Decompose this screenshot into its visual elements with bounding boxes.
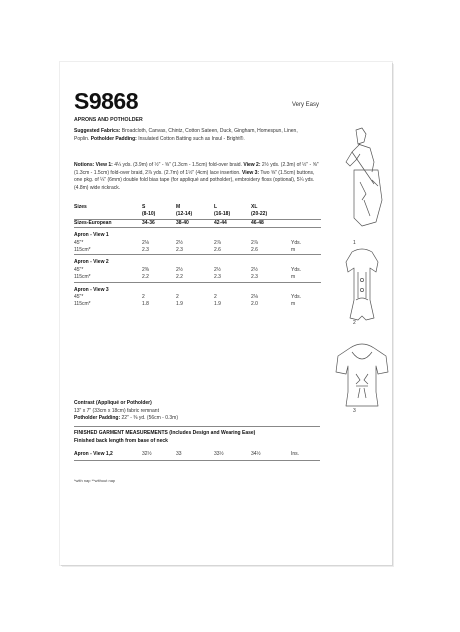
view2-sketch bbox=[346, 249, 378, 320]
size-range-cell: (8-10) bbox=[142, 211, 156, 218]
view-illustrations bbox=[316, 122, 390, 422]
value-cell: 2½ bbox=[176, 239, 183, 246]
value-cell: 2.0 bbox=[251, 301, 258, 308]
unit-cell: m bbox=[291, 274, 296, 281]
table-row bbox=[74, 274, 321, 282]
value-cell: 1.8 bbox=[142, 301, 149, 308]
value-cell: 1.9 bbox=[214, 301, 221, 308]
size-range-cell: (16-18) bbox=[214, 211, 231, 218]
size-cell: M bbox=[176, 204, 181, 210]
value-cell: 2.2 bbox=[142, 274, 149, 281]
value-cell: 2⅞ bbox=[251, 239, 258, 246]
notions-view1-text: 4¼ yds. (3.9m) of ½" - ⅝" (1.3cm - 1.5cm) fold-over braid. bbox=[114, 162, 242, 168]
sizes-label: Sizes bbox=[74, 204, 87, 210]
finished-row-label: Apron - View 1,2 bbox=[74, 450, 113, 457]
width-cell: 45"* bbox=[74, 294, 84, 301]
suggested-fabrics bbox=[74, 128, 314, 143]
finished-measurements bbox=[74, 430, 320, 445]
european-cell: 46-48 bbox=[251, 219, 291, 227]
value-cell: 2⅛ bbox=[142, 239, 149, 246]
group-title-row bbox=[74, 259, 321, 266]
value-cell: 2.6 bbox=[251, 247, 258, 254]
table-row bbox=[74, 240, 321, 247]
value-cell: 2.6 bbox=[214, 247, 221, 254]
value-cell: 2 bbox=[142, 294, 145, 301]
size-cell: S bbox=[142, 204, 146, 210]
pattern-code: S9868 bbox=[74, 88, 139, 114]
notions-view2-label: View 2: bbox=[243, 162, 261, 168]
yardage-table bbox=[74, 204, 321, 309]
european-cell: 34-36 bbox=[142, 219, 176, 227]
unit-cell: m bbox=[291, 247, 296, 254]
pattern-title: APRONS AND POTHOLDER bbox=[74, 117, 143, 123]
pattern-envelope-back bbox=[60, 62, 392, 565]
group-title: Apron - View 3 bbox=[74, 286, 109, 293]
unit-cell: Yds. bbox=[291, 266, 302, 273]
unit-cell: Yds. bbox=[291, 239, 302, 246]
value-cell: 2.3 bbox=[251, 274, 258, 281]
value-cell: 2½ bbox=[214, 266, 221, 273]
value-cell: 2 bbox=[176, 294, 179, 301]
divider bbox=[74, 426, 320, 427]
value-cell: 33 bbox=[176, 450, 182, 457]
value-cell: 2.2 bbox=[176, 274, 183, 281]
table-row bbox=[74, 450, 321, 457]
view1-label: 1 bbox=[353, 240, 356, 246]
sizes-row bbox=[74, 204, 321, 211]
width-cell: 115cm* bbox=[74, 274, 91, 281]
size-range-cell: (20-22) bbox=[251, 211, 268, 218]
contrast-padding-label: Potholder Padding: bbox=[74, 415, 121, 422]
european-row bbox=[74, 219, 321, 227]
footnote: *with nap **without nap bbox=[74, 478, 116, 483]
padding-text: Insulated Cotton Batting such as Insul - Bright®. bbox=[138, 135, 245, 142]
value-cell: 2⅛ bbox=[251, 294, 258, 301]
size-ranges-row bbox=[74, 211, 321, 219]
value-cell: 2½ bbox=[176, 266, 183, 273]
value-cell: 2½ bbox=[251, 266, 258, 273]
size-cell: L bbox=[214, 204, 218, 210]
size-range-cell: (12-14) bbox=[176, 211, 193, 218]
notions-view1-label: View 1: bbox=[95, 162, 113, 168]
width-cell: 45"* bbox=[74, 239, 84, 246]
notions-view3-label: View 3: bbox=[241, 169, 260, 176]
view3-sketch bbox=[336, 344, 388, 406]
notions-view2-text: 2½ yds. (2.3m) of ½" - ⅝" (1.3cm - 1.5cm) fold-over braid, 2⅞ yds. (2.7m) of 1½" (4cm) lace insertion. bbox=[74, 162, 319, 176]
value-cell: 2.3 bbox=[176, 247, 183, 254]
view2-label: 2 bbox=[353, 320, 356, 326]
table-row bbox=[74, 247, 321, 255]
value-cell: 1.9 bbox=[176, 301, 183, 308]
value-cell: 33½ bbox=[214, 450, 224, 457]
group-title: Apron - View 1 bbox=[74, 232, 109, 239]
value-cell: 2.3 bbox=[214, 274, 221, 281]
value-cell: 2⅞ bbox=[214, 239, 221, 246]
padding-label: Potholder Padding: bbox=[90, 135, 137, 142]
unit-cell: Yds. bbox=[291, 294, 302, 301]
unit-cell: Ins. bbox=[291, 450, 300, 457]
value-cell: 2.3 bbox=[142, 247, 149, 254]
unit-cell: m bbox=[291, 301, 296, 308]
notions-label: Notions: bbox=[74, 162, 95, 168]
width-cell: 115cm* bbox=[74, 247, 91, 254]
apron-sketches bbox=[316, 122, 390, 422]
contrast-padding-text: 22" - ⅜ yd. (56cm - 0.3m) bbox=[121, 415, 179, 422]
fabrics-label: Suggested Fabrics: bbox=[74, 128, 121, 134]
european-cell: 42-44 bbox=[214, 219, 251, 227]
finished-title: FINISHED GARMENT MEASUREMENTS (Includes Design and Wearing Ease) bbox=[74, 430, 256, 436]
table-row bbox=[74, 301, 321, 308]
european-label: Sizes-European bbox=[74, 219, 142, 227]
value-cell: 2⅜ bbox=[142, 266, 149, 273]
size-cell: XL bbox=[251, 204, 258, 210]
notions-view3-text: Two ⅝" (1.5cm) buttons, one pkg. of ¼" (6mm) double fold bias tape (for appliqué and potholder), embroidery floss (optional), 5¼ yds. (4.8m) wide rickrack. bbox=[74, 169, 315, 191]
contrast-section bbox=[74, 400, 304, 423]
width-cell: 45"* bbox=[74, 266, 84, 273]
view1-sketch bbox=[346, 128, 382, 226]
notions bbox=[74, 162, 324, 192]
value-cell: 34½ bbox=[251, 450, 261, 457]
difficulty-rating: Very Easy bbox=[292, 102, 320, 108]
fabrics-text: Broadcloth, Canvas, Chintz, Cotton Sateen, Duck, Gingham, Homespun, Linen, Poplin. bbox=[74, 128, 298, 142]
view3-label: 3 bbox=[353, 408, 356, 414]
table-row bbox=[74, 294, 321, 301]
width-cell: 115cm* bbox=[74, 301, 91, 308]
value-cell: 32½ bbox=[142, 450, 152, 457]
divider bbox=[74, 460, 320, 461]
contrast-text: 13" x 7" (33cm x 18cm) fabric remnant bbox=[74, 407, 159, 414]
table-row bbox=[74, 267, 321, 274]
finished-table bbox=[74, 450, 321, 457]
group-title-row bbox=[74, 287, 321, 294]
contrast-title: Contrast (Appliqué or Potholder) bbox=[74, 400, 152, 406]
group-title: Apron - View 2 bbox=[74, 259, 109, 266]
value-cell: 2 bbox=[214, 294, 217, 301]
finished-subtitle: Finished back length from base of neck bbox=[74, 437, 168, 444]
european-cell: 38-40 bbox=[176, 219, 214, 227]
group-title-row bbox=[74, 232, 321, 239]
